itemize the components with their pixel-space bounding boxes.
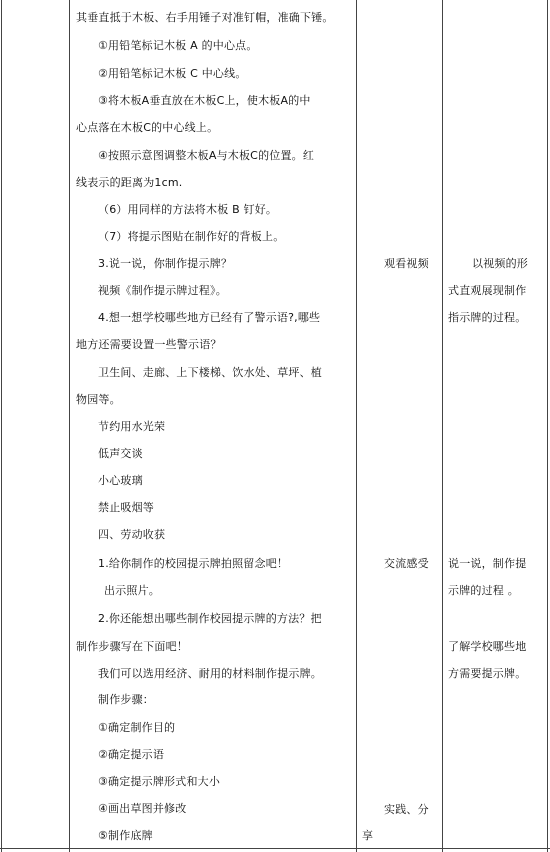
- text-line: 心点落在木板C的中心线上。: [76, 121, 219, 134]
- table-divider-1: [69, 0, 70, 852]
- text-line: （7）将提示图贴在制作好的背板上。: [98, 230, 285, 243]
- step-item: ③确定提示牌形式和大小: [98, 775, 221, 788]
- text-line: 3.说一说，你制作提示牌？: [98, 257, 233, 270]
- design-intent: 方需要提示牌。: [448, 667, 527, 680]
- text-line: ③将木板A垂直放在木板C上，使木板A的中: [98, 94, 311, 107]
- step-item: ④画出草图并修改: [98, 802, 187, 815]
- design-intent: 指示牌的过程。: [448, 311, 527, 324]
- step-item: ①确定制作目的: [98, 721, 176, 734]
- text-line: ①用铅笔标记木板 A 的中心点。: [98, 39, 258, 52]
- student-activity: 享: [362, 829, 374, 842]
- text-line: 线表示的距离为1cm.: [76, 176, 183, 189]
- table-border-bottom: [0, 848, 550, 849]
- step-item: ②确定提示语: [98, 748, 165, 761]
- text-line: 小心玻璃: [98, 474, 143, 487]
- design-intent: 式直观展现制作: [448, 284, 527, 297]
- text-line: 制作步骤：: [98, 693, 154, 706]
- section-heading: 四、劳动收获: [98, 528, 166, 541]
- text-line: 其垂直抵于木板、右手用锤子对准钉帽，准确下锤。: [76, 11, 334, 24]
- text-line: 1.给你制作的校园提示牌拍照留念吧！: [98, 557, 289, 570]
- text-line: ④按照示意图调整木板A与木板C的位置。红: [98, 149, 315, 162]
- text-line: 2.你还能想出哪些制作校园提示牌的方法？把: [98, 612, 322, 625]
- text-line: 出示照片。: [104, 584, 160, 597]
- table-divider-3: [442, 0, 443, 852]
- table-border-right: [547, 0, 548, 852]
- text-line: 卫生间、走廊、上下楼梯、饮水处、草坪、植: [98, 366, 322, 379]
- text-line: 我们可以选用经济、耐用的材料制作提示牌。: [98, 667, 322, 680]
- design-intent: 示牌的过程 。: [448, 584, 519, 597]
- text-line: 禁止吸烟等: [98, 501, 154, 514]
- step-item: ⑤制作底牌: [98, 829, 153, 842]
- text-line: 地方还需要设置一些警示语？: [76, 338, 222, 351]
- design-intent: 以视频的形: [472, 257, 528, 270]
- text-line: 节约用水光荣: [98, 420, 166, 433]
- table-divider-2: [356, 0, 357, 852]
- table-border-left: [1, 0, 2, 852]
- student-activity: 实践、分: [384, 803, 429, 816]
- text-line: （6）用同样的方法将木板 B 钉好。: [98, 203, 278, 216]
- text-line: 物园等。: [76, 393, 121, 406]
- text-line: ②用铅笔标记木板 C 中心线。: [98, 67, 247, 80]
- student-activity: 交流感受: [384, 557, 429, 570]
- design-intent: 说一说，制作提: [448, 557, 527, 570]
- text-line: 4.想一想学校哪些地方已经有了警示语?,哪些: [98, 311, 321, 324]
- text-line: 制作步骤写在下面吧！: [76, 640, 188, 653]
- text-line: 视频《制作提示牌过程》。: [98, 284, 227, 297]
- text-line: 低声交谈: [98, 447, 143, 460]
- student-activity: 观看视频: [384, 257, 429, 270]
- design-intent: 了解学校哪些地: [448, 640, 527, 653]
